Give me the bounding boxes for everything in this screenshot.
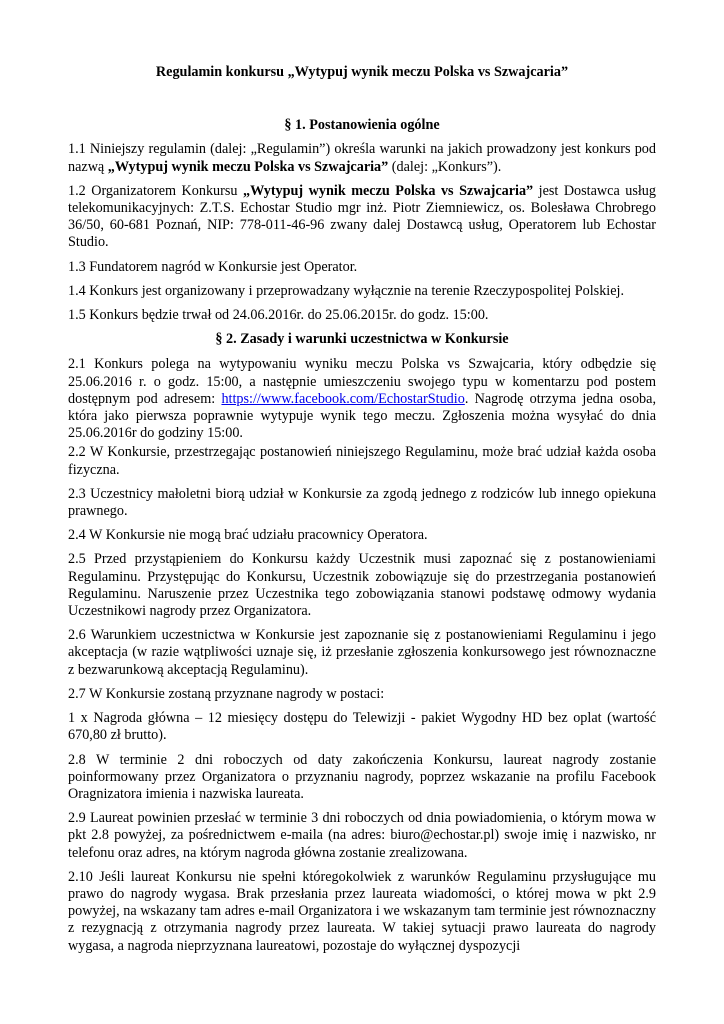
paragraph-1-5: 1.5 Konkurs będzie trwał od 24.06.2016r. do 25.06.2015r. do godz. 15:00.: [68, 307, 489, 324]
paragraph-2-7: 2.7 W Konkursie zostaną przyznane nagrody w postaci:: [68, 685, 385, 702]
section-2-heading: § 2. Zasady i warunki uczestnictwa w Konkursie: [215, 331, 509, 348]
paragraph-2-2: 2.2 W Konkursie, przestrzegając postanowień niniejszego Regulaminu, może brać udział każda osoba fizyczna.: [68, 444, 656, 478]
paragraph-1-2: [68, 183, 656, 252]
paragraph-2-6: 2.6 Warunkiem uczestnictwa w Konkursie jest zapoznanie się z postanowieniami Regulaminu i jego akceptacja (w razie wątpliwości uznaje się, iż przesłanie zgłoszenia konkursowego jest równoznaczne z bezwarunkową akceptacją Regulaminu).: [68, 627, 656, 678]
paragraph-2-3: 2.3 Uczestnicy małoletni biorą udział w Konkursie za zgodą jednego z rodziców lub innego opiekuna prawnego.: [68, 485, 656, 520]
paragraph-1-2-text: 1.2 Organizatorem Konkursu: [68, 182, 243, 199]
paragraph-2-1: [68, 356, 656, 442]
paragraph-2-5: 2.5 Przed przystąpieniem do Konkursu każdy Uczestnik musi zapoznać się z postanowieniami Regulaminu. Przystępując do Konkursu, Uczestnik zobowiązuje się do przestrzegania postanowień Regulaminu. Naruszenie przez Uczestnika tego zobowiązania stanowi podstawę odmowy wydania Uczestnikowi nagrody przez Organizatora.: [68, 551, 656, 620]
section-1-heading: § 1. Postanowienia ogólne: [284, 117, 440, 134]
paragraph-2-10: 2.10 Jeśli laureat Konkursu nie spełni któregokolwiek z warunków Regulaminu przysługujące mu prawo do nagrody wygasa. Brak przesłania przez laureata wiadomości, o której mowa w pkt 2.9 powyżej, na wskazany tam adres e-mail Organizatora i we wskazanym tam terminie jest równoznaczny z rezygnacją z otrzymania nagrody przez laureata. W takiej sytuacji prawo laureata do nagrody wygasa, a nagroda nieprzyznana laureatowi, pozostaje do wyłącznej dyspozycji: [68, 868, 656, 954]
paragraph-2-1-text: 2.1 Konkurs polega na wytypowaniu wyniku meczu Polska vs Szwajcaria, który odbędzie się 25.06.2016 r. o godz. 15:00, a następnie umieszczeniu swojego typu w komentarzu pod postem dostępnym pod adresem:: [68, 356, 656, 407]
contest-name-bold: „Wytypuj wynik meczu Polska vs Szwajcaria”: [107, 158, 389, 175]
paragraph-2-1-tail: . Nagrodę otrzyma jedna osoba, która jako pierwsza poprawnie wytypuje wynik tego meczu. Zgłoszenia można wysyłać do dnia 25.06.2016r do godziny 15:00.: [68, 390, 656, 442]
document-page: [68, 64, 656, 962]
paragraph-1-3: 1.3 Fundatorem nagród w Konkursie jest Operator.: [68, 258, 358, 275]
contest-name-bold: „Wytypuj wynik meczu Polska vs Szwajcaria”: [242, 182, 534, 199]
paragraph-1-2-tail: jest Dostawca usług telekomunikacyjnych: Z.T.S. Echostar Studio mgr inż. Piotr Ziemniewicz, os. Bolesława Chrobrego 36/50, 60-681 Poznań, NIP: 778-011-46-96 zwany dalej Dostawcą usług, Operatorem lub Echostar Studio.: [68, 182, 656, 251]
paragraph-1-1: [68, 141, 656, 175]
paragraph-1-4: 1.4 Konkurs jest organizowany i przeprowadzany wyłącznie na terenie Rzeczypospolitej Polskiej.: [68, 282, 625, 299]
paragraph-2-8: 2.8 W terminie 2 dni roboczych od daty zakończenia Konkursu, laureat nagrody zostanie poinformowany przez Organizatora o przyznaniu nagrody, poprzez wskazanie na profilu Facebook Oragnizatora imienia i nazwiska laureata.: [68, 751, 656, 802]
paragraph-1-1-tail: (dalej: „Konkurs”).: [388, 158, 502, 175]
facebook-link[interactable]: https://www.facebook.com/EchostarStudio: [221, 390, 465, 407]
paragraph-2-4: 2.4 W Konkursie nie mogą brać udziału pracownicy Operatora.: [68, 527, 428, 544]
document-title: Regulamin konkursu „Wytypuj wynik meczu Polska vs Szwajcaria”: [155, 64, 569, 80]
paragraph-2-7-prize: 1 x Nagroda główna – 12 miesięcy dostępu do Telewizji - pakiet Wygodny HD bez oplat (wartość 670,80 zł brutto).: [68, 710, 656, 744]
paragraph-2-9: 2.9 Laureat powinien przesłać w terminie 3 dni roboczych od dnia powiadomienia, o którym mowa w pkt 2.8 powyżej, za pośrednictwem e-maila (na adres: biuro@echostar.pl) swoje imię i nazwisko, nr telefonu oraz adres, na którym nagroda główna zostanie zrealizowana.: [68, 810, 656, 861]
paragraph-1-1-text: 1.1 Niniejszy regulamin (dalej: „Regulamin”) określa warunki na jakich prowadzony jest konkurs pod nazwą: [68, 141, 656, 175]
